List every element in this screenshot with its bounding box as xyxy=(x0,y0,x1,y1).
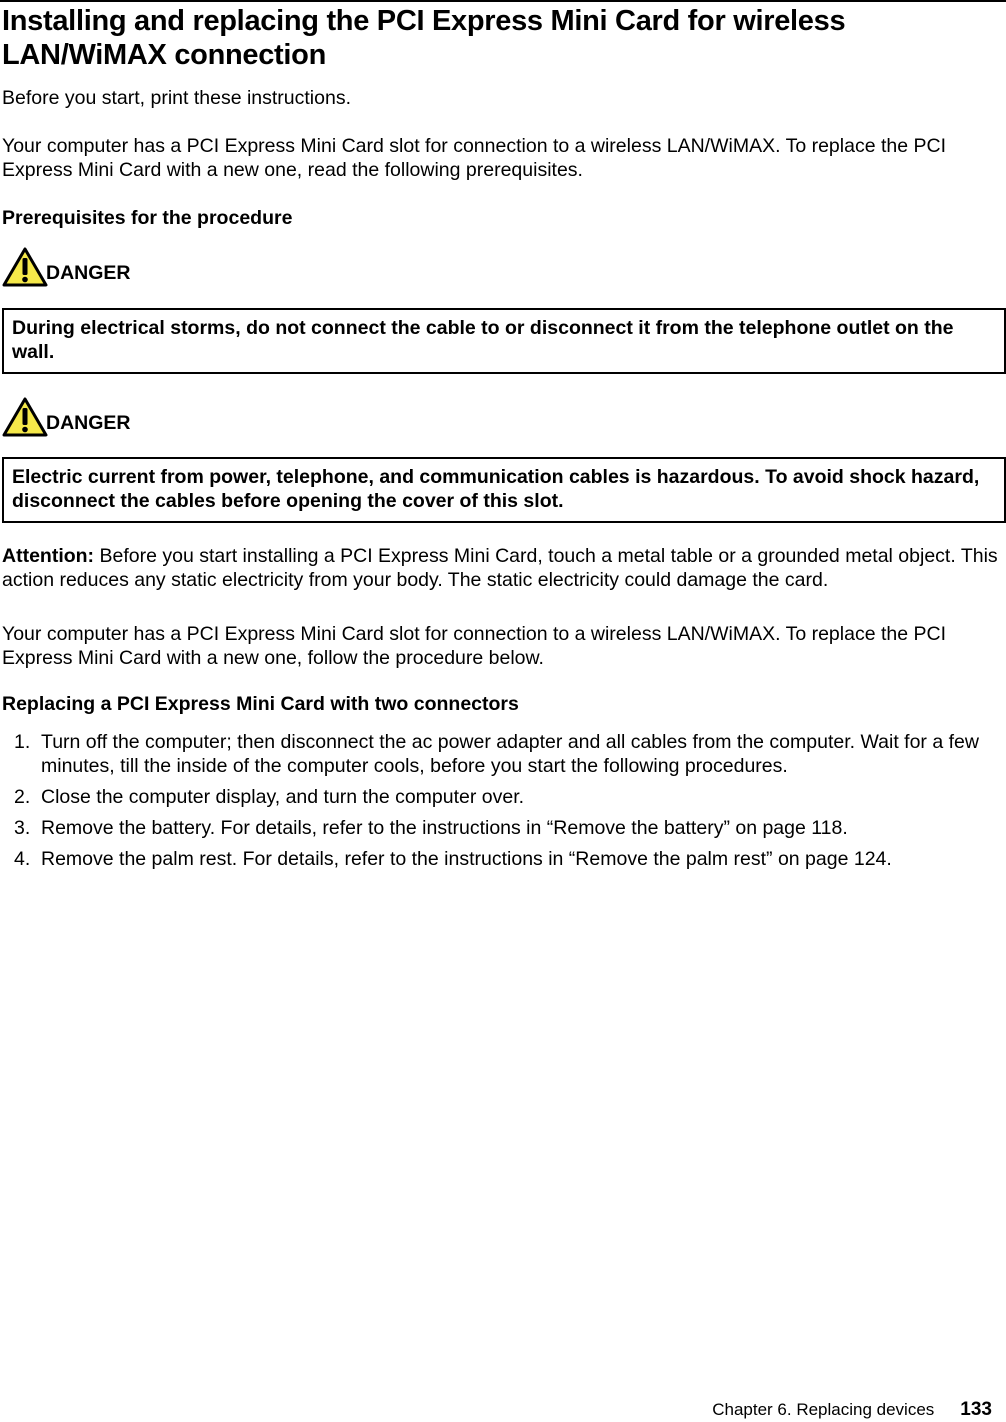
step-text: Turn off the computer; then disconnect the ac power adapter and all cables from the computer. Wait for a few minutes, till the inside of the computer cools, before you start the following procedures. xyxy=(41,731,979,777)
warning-triangle-icon xyxy=(2,246,48,288)
danger-label: DANGER xyxy=(46,262,131,284)
list-item xyxy=(2,785,1002,809)
step-number: 1. xyxy=(14,731,31,753)
attention-paragraph xyxy=(2,544,1002,592)
list-item xyxy=(2,816,1002,840)
page-number: 133 xyxy=(960,1399,992,1420)
intro-paragraph: Your computer has a PCI Express Mini Card slot for connection to a wireless LAN/WiMAX. To replace the PCI Express Mini Card with a new one, read the following prerequisites. xyxy=(2,135,946,181)
danger-text: During electrical storms, do not connect the cable to or disconnect it from the telephone outlet on the wall. xyxy=(12,317,954,363)
list-item xyxy=(2,730,1002,778)
attention-text: Before you start installing a PCI Express Mini Card, touch a metal table or a grounded metal object. This action reduces any static electricity from your body. The static electricity could damage the card. xyxy=(2,545,998,591)
danger-notice-2 xyxy=(2,394,131,438)
danger-box-1 xyxy=(2,308,1006,374)
warning-triangle-icon xyxy=(2,396,48,438)
step-text: Remove the palm rest. For details, refer to the instructions in “Remove the palm rest” on page 124. xyxy=(41,848,892,870)
intro-text: Before you start, print these instructions. xyxy=(2,87,352,109)
page-title: Installing and replacing the PCI Express Mini Card for wireless LAN/WiMAX connection xyxy=(2,5,846,71)
danger-text: Electric current from power, telephone, and communication cables is hazardous. To avoid shock hazard, disconnect the cables before opening the cover of this slot. xyxy=(12,466,980,512)
procedure-steps xyxy=(2,730,1002,878)
step-text: Remove the battery. For details, refer to the instructions in “Remove the battery” on page 118. xyxy=(41,817,848,839)
list-item xyxy=(2,847,1002,871)
top-rule xyxy=(0,0,1006,2)
step-number: 4. xyxy=(14,848,31,870)
danger-box-2 xyxy=(2,457,1006,523)
step-number: 2. xyxy=(14,786,31,808)
danger-notice-1 xyxy=(2,244,131,288)
chapter-label: Chapter 6. Replacing devices xyxy=(712,1400,935,1419)
procedure-heading: Replacing a PCI Express Mini Card with two connectors xyxy=(2,693,519,715)
step-number: 3. xyxy=(14,817,31,839)
step-text: Close the computer display, and turn the computer over. xyxy=(41,786,525,808)
page-footer xyxy=(712,1400,992,1420)
attention-label: Attention: xyxy=(2,545,95,567)
prerequisites-heading: Prerequisites for the procedure xyxy=(2,207,293,229)
danger-label: DANGER xyxy=(46,412,131,434)
procedure-intro: Your computer has a PCI Express Mini Card slot for connection to a wireless LAN/WiMAX. To replace the PCI Express Mini Card with a new one, follow the procedure below. xyxy=(2,623,946,669)
